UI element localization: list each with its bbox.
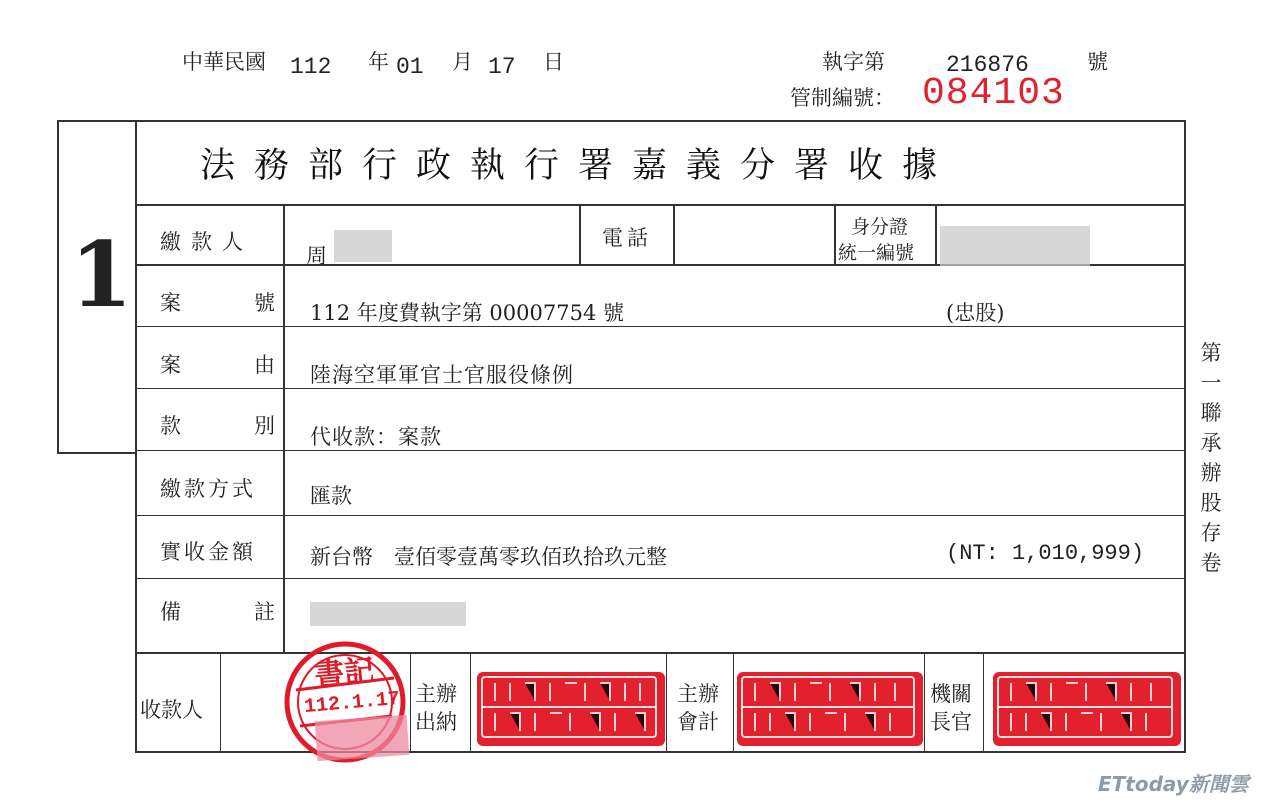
date-month-label: 月 [452,50,473,74]
form-title: 法務部行政執行署嘉義分署收據 [200,146,957,186]
exec-suffix: 號 [1087,50,1108,74]
clerk-signature-redacted [315,715,410,761]
case-reason-label: 案 由 [160,353,301,377]
case-unit: (忠股) [946,301,1005,325]
payer-name-redacted [334,230,392,262]
head-label-line1: 機關 [930,682,972,706]
accounting-label-line1: 主辦 [677,682,719,706]
clerk-stamp-title: 書記 [312,653,376,694]
control-label: 管制編號： [790,86,895,110]
case-no-label: 案 號 [160,291,301,315]
date-day-label: 日 [543,50,564,74]
case-reason-value: 陸海空軍軍官士官服役條例 [310,363,574,387]
category-label: 款 別 [160,414,301,438]
id-label-line1: 身分證 [851,216,909,238]
head-label-line2: 長官 [930,710,972,734]
method-value: 匯款 [310,484,352,508]
payer-label: 繳款人 [160,230,253,254]
remark-redacted [310,602,466,626]
receiver-label: 收款人 [140,698,203,722]
exec-number: 216876 [946,52,1029,78]
id-label-line2: 統一編號 [838,242,915,264]
watermark-logo: ETtoday新聞雲 [1098,772,1249,796]
date-year: 112 [290,54,332,80]
payer-value: 周 [306,244,327,268]
cashier-seal-icon [477,672,665,746]
copy-number: 1 [70,222,133,328]
amount-value: 新台幣 壹佰零壹萬零玖佰玖拾玖元整 [310,545,667,569]
clerk-stamp-date: 112.1.17 [303,687,401,720]
id-number-redacted [940,226,1090,266]
date-day: 17 [488,54,516,80]
date-year-label: 年 [368,50,389,74]
case-no-value: 112 年度費執字第 00007754 號 [310,301,624,325]
amount-label: 實收金額 [160,540,256,564]
side-note: 第一聯承辦股存卷 [1200,341,1222,575]
cashier-label-line2: 出納 [415,710,457,734]
accounting-seal-icon [737,672,923,746]
date-month: 01 [396,54,424,80]
phone-label: 電話 [602,226,652,250]
cashier-label-line1: 主辦 [415,682,457,706]
remark-label: 備 註 [160,600,301,624]
date-era-label: 中華民國 [182,50,266,74]
category-value: 代收款：案款 [310,425,442,449]
amount-numeric: (NT: 1,010,999) [946,541,1145,566]
exec-prefix: 執字第 [822,50,885,74]
accounting-label-line2: 會計 [677,710,719,734]
control-number: 084103 [922,72,1065,115]
method-label: 繳款方式 [160,477,256,501]
head-seal-icon [993,672,1181,746]
